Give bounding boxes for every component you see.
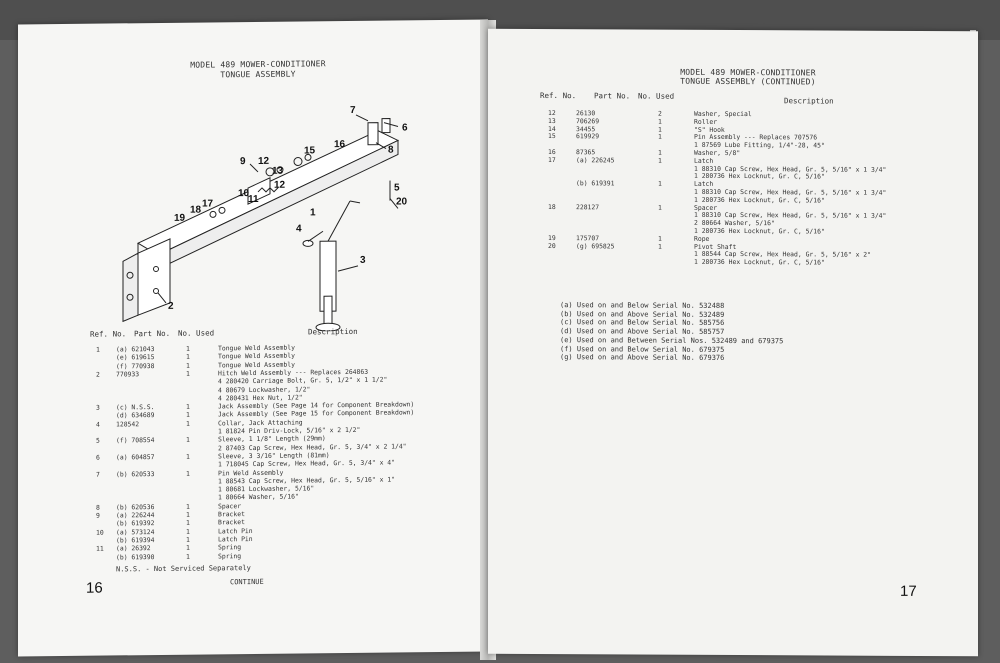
desc-cell: Tongue Weld Assembly — [218, 343, 295, 353]
desc-cell: 1 88310 Cap Screw, Hex Head, Gr. 5, 5/16" x 1 3/4" — [694, 164, 887, 174]
tongue-assembly-diagram — [98, 90, 438, 334]
desc-cell: Tongue Weld Assembly — [218, 351, 295, 361]
part-cell: 706269 — [576, 116, 600, 126]
right-header-ref: Ref. No. — [540, 90, 577, 101]
part-cell: (a) 621043 — [116, 345, 155, 354]
used-cell: 1 — [658, 148, 662, 157]
used-cell: 1 — [186, 469, 190, 478]
desc-cell: 1 280736 Hex Locknut, Gr. C, 5/16" — [694, 195, 825, 205]
callout-16: 16 — [334, 139, 346, 151]
desc-cell: Latch — [694, 179, 714, 189]
used-cell: 1 — [186, 452, 190, 461]
used-cell: 1 — [186, 411, 190, 420]
left-header-used: No. Used — [178, 328, 215, 338]
part-cell: (a) 604857 — [116, 452, 155, 462]
ref-cell: 4 — [96, 420, 100, 429]
desc-cell: Spacer — [218, 501, 242, 511]
used-cell: 1 — [186, 510, 190, 519]
serial-note: (d) Used on and Above Serial No. 585757 — [560, 327, 725, 337]
desc-cell: Spring — [218, 551, 242, 560]
desc-cell: Roller — [694, 117, 718, 126]
callout-1: 1 — [310, 207, 316, 219]
callout-20: 20 — [396, 196, 408, 208]
part-cell: 87365 — [576, 148, 596, 157]
ref-cell: 3 — [96, 403, 100, 412]
callout-12b: 12 — [274, 179, 286, 191]
part-cell: (b) 619391 — [576, 179, 615, 188]
callout-3: 3 — [360, 254, 366, 266]
part-cell: 26130 — [576, 109, 596, 118]
desc-cell: "S" Hook — [694, 125, 725, 134]
ref-cell: 16 — [548, 148, 556, 157]
used-cell: 1 — [658, 156, 662, 165]
nss-footnote: N.S.S. - Not Serviced Separately — [116, 564, 251, 574]
callout-10: 10 — [238, 188, 250, 200]
ref-cell: 5 — [96, 436, 100, 445]
callout-12: 12 — [258, 155, 270, 167]
left-header-desc: Description — [308, 326, 358, 337]
callout-7: 7 — [350, 104, 356, 116]
desc-cell: Collar, Jack Attaching — [218, 418, 303, 428]
used-cell: 1 — [658, 132, 662, 142]
desc-cell: Pivot Shaft — [694, 242, 737, 251]
part-cell: (a) 573124 — [116, 527, 155, 537]
part-cell: (b) 619390 — [116, 552, 155, 561]
ref-cell: 17 — [548, 155, 556, 164]
ref-cell: 9 — [96, 511, 100, 520]
desc-cell: 1 87569 Lube Fitting, 1/4"-28, 45° — [694, 140, 825, 150]
ref-cell: 15 — [548, 132, 556, 141]
part-cell: (b) 619394 — [116, 535, 155, 545]
part-cell: (b) 620533 — [116, 469, 155, 478]
part-cell: 619929 — [576, 132, 600, 141]
desc-cell: Pin Assembly --- Replaces 707576 — [694, 133, 818, 142]
right-title-line1: MODEL 489 MOWER-CONDITIONER — [680, 67, 816, 78]
part-cell: (a) 226245 — [576, 155, 615, 165]
callout-19: 19 — [174, 212, 186, 224]
desc-cell: Latch Pin — [218, 534, 253, 544]
desc-cell: 1 88310 Cap Screw, Hex Head, Gr. 5, 5/16" x 1 3/4" — [694, 187, 887, 197]
callout-4: 4 — [296, 223, 302, 235]
desc-cell: 4 280420 Carriage Bolt, Gr. 5, 1/2" x 1 1/2" — [218, 375, 388, 386]
used-cell: 1 — [186, 369, 190, 378]
desc-cell: Jack Assembly (See Page 14 for Component Breakdown) — [218, 400, 415, 411]
left-title-line2: TONGUE ASSEMBLY — [220, 69, 296, 80]
used-cell: 1 — [658, 234, 662, 243]
desc-cell: 1 280736 Hex Locknut, Gr. C, 5/16" — [694, 257, 825, 267]
ref-cell: 2 — [96, 370, 100, 379]
desc-cell: Latch Pin — [218, 526, 253, 535]
part-cell: (a) 26392 — [116, 544, 151, 553]
callout-8: 8 — [388, 144, 394, 156]
used-cell: 1 — [186, 527, 190, 536]
desc-cell: 2 80664 Washer, 5/16" — [694, 218, 775, 228]
used-cell: 1 — [186, 352, 190, 361]
callout-15: 15 — [304, 145, 316, 157]
used-cell: 1 — [186, 502, 190, 511]
desc-cell: 2 87403 Cap Screw, Hex Head, Gr. 5, 3/4" x 2 1/4" — [218, 441, 407, 452]
page-number-right: 17 — [900, 582, 917, 600]
used-cell: 1 — [186, 402, 190, 411]
ref-cell: 19 — [548, 233, 556, 242]
part-cell: (f) 770938 — [116, 361, 155, 371]
ref-cell: 7 — [96, 470, 100, 479]
desc-cell: 1 80664 Washer, 5/16" — [218, 492, 299, 502]
left-title-line1: MODEL 489 MOWER-CONDITIONER — [190, 59, 326, 70]
part-cell: (g) 695825 — [576, 241, 615, 250]
serial-note: (a) Used on and Below Serial No. 532488 — [560, 301, 725, 310]
ref-cell: 6 — [96, 453, 100, 462]
desc-cell: Latch — [694, 156, 714, 165]
serial-note: (b) Used on and Above Serial No. 532489 — [560, 309, 725, 319]
used-cell: 1 — [186, 535, 190, 544]
part-cell: 175707 — [576, 233, 600, 243]
desc-cell: Spacer — [694, 203, 718, 212]
part-cell: 128542 — [116, 419, 140, 429]
desc-cell: Sleeve, 3 3/16" Length (81mm) — [218, 451, 330, 461]
left-header-ref: Ref. No. — [90, 329, 127, 339]
ref-cell: 8 — [96, 503, 100, 512]
desc-cell: Sleeve, 1 1/8" Length (29mm) — [218, 434, 326, 444]
desc-cell: Bracket — [218, 510, 245, 519]
part-cell: (b) 619392 — [116, 519, 155, 528]
serial-note: (e) Used on and Between Serial Nos. 532489 and 679375 — [560, 335, 784, 346]
right-header-used: No. Used — [638, 91, 675, 101]
page-number-left: 16 — [86, 579, 103, 597]
desc-cell: 1 88544 Cap Screw, Hex Head, Gr. 5, 5/16" x 2" — [694, 250, 871, 260]
part-cell: (e) 619615 — [116, 353, 155, 362]
right-header-part: Part No. — [594, 91, 631, 101]
callout-11: 11 — [248, 193, 259, 206]
used-cell: 1 — [186, 518, 190, 527]
serial-note: (f) Used on and Below Serial No. 679375 — [560, 344, 725, 354]
desc-cell: Washer, Special — [694, 109, 752, 119]
desc-cell: 1 88310 Cap Screw, Hex Head, Gr. 5, 5/16" x 1 3/4" — [694, 211, 887, 221]
desc-cell: 1 280736 Hex Locknut, Gr. C, 5/16" — [694, 226, 825, 236]
part-cell: (c) N.S.S. — [116, 403, 155, 412]
serial-note: (c) Used on and Below Serial No. 585756 — [560, 318, 725, 328]
desc-cell: Hitch Weld Assembly --- Replaces 264863 — [218, 367, 369, 378]
right-page — [488, 29, 978, 657]
callout-13: 13 — [272, 165, 284, 177]
callout-18: 18 — [190, 204, 202, 216]
continue-label: CONTINUE — [230, 577, 264, 587]
used-cell: 2 — [658, 109, 662, 118]
desc-cell: 1 280736 Hex Locknut, Gr. C, 5/16" — [694, 172, 825, 181]
desc-cell: Pin Weld Assembly — [218, 468, 284, 477]
desc-cell: 4 80679 Lockwasher, 1/2" — [218, 384, 311, 394]
used-cell: 1 — [186, 543, 190, 552]
desc-cell: Rope — [694, 234, 710, 243]
used-cell: 1 — [186, 344, 190, 353]
desc-cell: 4 280431 Hex Nut, 1/2" — [218, 393, 303, 403]
used-cell: 1 — [658, 179, 662, 188]
desc-cell: 1 81824 Pin Driv-Lock, 5/16" x 2 1/2" — [218, 425, 361, 436]
desc-cell: Tongue Weld Assembly — [218, 360, 295, 369]
callout-2: 2 — [168, 300, 174, 312]
ref-cell: 10 — [96, 528, 104, 537]
right-header-desc: Description — [784, 96, 834, 106]
callout-5: 5 — [394, 182, 400, 194]
part-cell: (b) 620536 — [116, 502, 155, 512]
ref-cell: 12 — [548, 109, 556, 118]
left-header-part: Part No. — [134, 328, 171, 339]
used-cell: 1 — [658, 242, 662, 251]
serial-note: (g) Used on and Above Serial No. 679376 — [560, 353, 725, 363]
ref-cell: 18 — [548, 202, 556, 211]
ref-cell: 13 — [548, 116, 556, 125]
ref-cell: 11 — [96, 544, 104, 553]
desc-cell: Bracket — [218, 518, 245, 527]
desc-cell: Jack Assembly (See Page 15 for Component Breakdown) — [218, 408, 415, 419]
callout-17: 17 — [202, 198, 214, 210]
callout-6: 6 — [402, 122, 408, 134]
used-cell: 1 — [658, 117, 662, 126]
used-cell: 1 — [658, 125, 662, 134]
used-cell: 1 — [186, 552, 190, 561]
callout-9: 9 — [240, 156, 246, 168]
used-cell: 1 — [186, 419, 190, 428]
desc-cell: Washer, 5/8" — [694, 148, 741, 158]
part-cell: 228127 — [576, 202, 600, 211]
used-cell: 1 — [186, 361, 190, 370]
part-cell: 34455 — [576, 124, 596, 133]
part-cell: (d) 634689 — [116, 411, 155, 420]
desc-cell: 1 718045 Cap Screw, Hex Head, Gr. 5, 3/4" x 4" — [218, 458, 395, 469]
ref-cell: 20 — [548, 241, 556, 250]
desc-cell: 1 80681 Lockwasher, 5/16" — [218, 484, 315, 494]
used-cell: 1 — [186, 435, 190, 444]
part-cell: 770933 — [116, 370, 140, 379]
part-cell: (a) 226244 — [116, 511, 155, 520]
ref-cell: 1 — [96, 345, 100, 354]
ref-cell: 14 — [548, 124, 556, 133]
part-cell: (f) 708554 — [116, 436, 155, 445]
used-cell: 1 — [658, 203, 662, 212]
right-title-line2: TONGUE ASSEMBLY (CONTINUED) — [680, 76, 816, 87]
desc-cell: 1 88543 Cap Screw, Hex Head, Gr. 5, 5/16" x 1" — [218, 475, 395, 486]
left-page — [18, 20, 488, 657]
desc-cell: Spring — [218, 543, 242, 552]
